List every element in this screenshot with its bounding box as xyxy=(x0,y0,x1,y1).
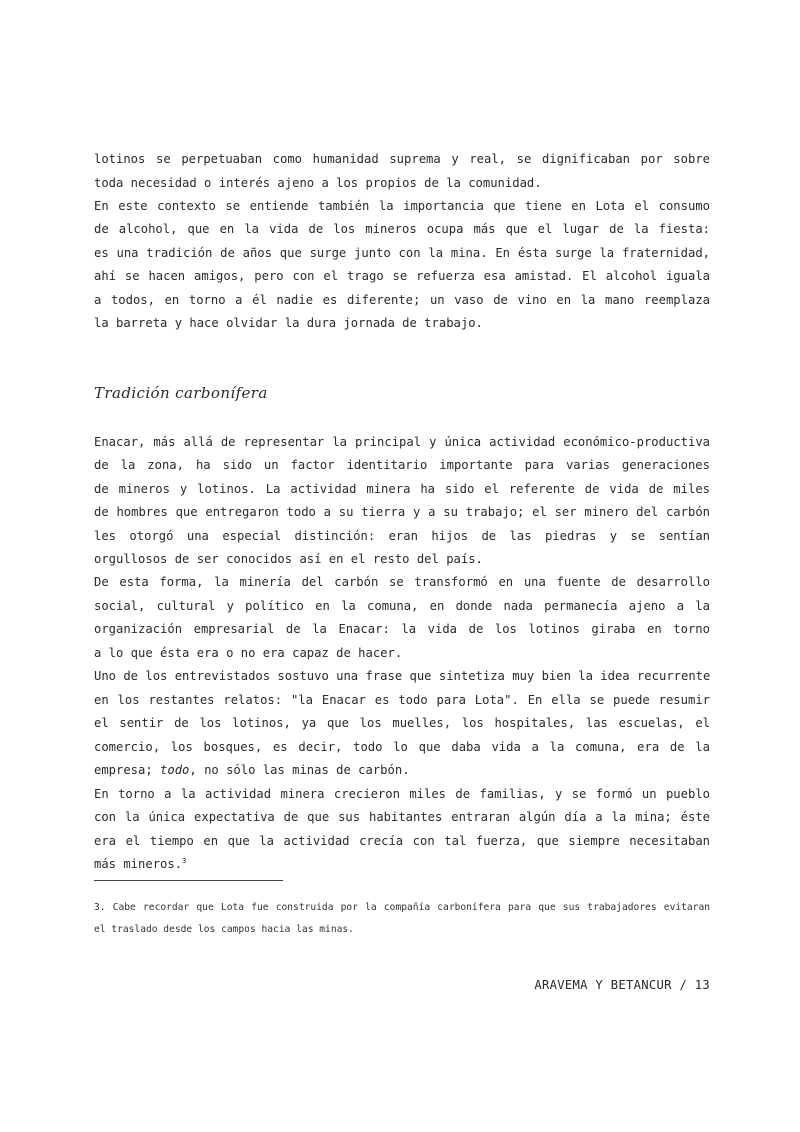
paragraph-line: en los restantes relatos: "la Enacar es todo para Lota". En ella se puede resumir xyxy=(94,693,710,707)
paragraph-line: con la única expectativa de que sus habitantes entraran algún día a la mina; éste xyxy=(94,810,710,824)
paragraph-line: En torno a la actividad minera crecieron miles de familias, y se formó un pueblo xyxy=(94,787,710,801)
paragraph-line: de alcohol, que en la vida de los mineros ocupa más que el lugar de la fiesta: xyxy=(94,222,710,236)
paragraph-line xyxy=(94,856,710,872)
paragraph-line: comercio, los bosques, es decir, todo lo que daba vida a la comuna, era de la xyxy=(94,740,710,754)
paragraph-line xyxy=(94,762,710,778)
paragraph-line: a todos, en torno a él nadie es diferente; un vaso de vino en la mano reemplaza xyxy=(94,293,710,307)
paragraph-line: de mineros y lotinos. La actividad minera ha sido el referente de vida de miles xyxy=(94,482,710,496)
footnote-line: el traslado desde los campos hacia las minas. xyxy=(94,924,354,935)
emphasis-word: todo xyxy=(160,763,190,777)
paragraph-line: era el tiempo en que la actividad crecía con tal fuerza, que siempre necesitaban xyxy=(94,834,710,848)
footnote-separator xyxy=(94,880,283,881)
paragraph-line: toda necesidad o interés ajeno a los propios de la comunidad. xyxy=(94,176,542,190)
paragraph-line: Enacar, más allá de representar la principal y única actividad económico-productiva xyxy=(94,435,710,449)
paragraph-line: de la zona, ha sido un factor identitario importante para varias generaciones xyxy=(94,458,710,472)
paragraph-line: les otorgó una especial distinción: eran hijos de las piedras y se sentían xyxy=(94,529,710,543)
paragraph-line: De esta forma, la minería del carbón se transformó en una fuente de desarrollo xyxy=(94,575,710,589)
paragraph-line: ahí se hacen amigos, pero con el trago se refuerza esa amistad. El alcohol iguala xyxy=(94,269,710,283)
paragraph-line: el sentir de los lotinos, ya que los muelles, los hospitales, las escuelas, el xyxy=(94,716,710,730)
paragraph-line: Uno de los entrevistados sostuvo una frase que sintetiza muy bien la idea recurrente xyxy=(94,669,711,683)
paragraph-line: social, cultural y político en la comuna, en donde nada permanecía ajeno a la xyxy=(94,599,710,613)
paragraph-line: En este contexto se entiende también la importancia que tiene en Lota el consumo xyxy=(94,199,710,213)
paragraph-line: es una tradición de años que surge junto con la mina. En ésta surge la fraternidad, xyxy=(94,246,710,260)
line-text: empresa; xyxy=(94,763,161,777)
paragraph-line: orgullosos de ser conocidos así en el resto del país. xyxy=(94,552,483,566)
line-text: , no sólo las minas de carbón. xyxy=(189,763,410,777)
paragraph-line: a lo que ésta era o no era capaz de hacer. xyxy=(94,646,403,660)
paragraph-line: de hombres que entregaron todo a su tierra y a su trabajo; el ser minero del carbón xyxy=(94,505,710,519)
footnote-marker: 3 xyxy=(182,856,187,865)
footnote-line: 3. Cabe recordar que Lota fue construida por la compañía carbonífera para que sus trabajadores evitaran xyxy=(94,902,710,913)
paragraph-line: la barreta y hace olvidar la dura jornada de trabajo. xyxy=(94,316,483,330)
paragraph-line: lotinos se perpetuaban como humanidad suprema y real, se dignificaban por sobre xyxy=(94,152,710,166)
line-text: más mineros. xyxy=(94,857,183,871)
page-footer: ARAVEMA Y BETANCUR / 13 xyxy=(534,978,710,992)
section-heading: Tradición carbonífera xyxy=(94,384,268,402)
paragraph-line: organización empresarial de la Enacar: la vida de los lotinos giraba en torno xyxy=(94,622,710,636)
